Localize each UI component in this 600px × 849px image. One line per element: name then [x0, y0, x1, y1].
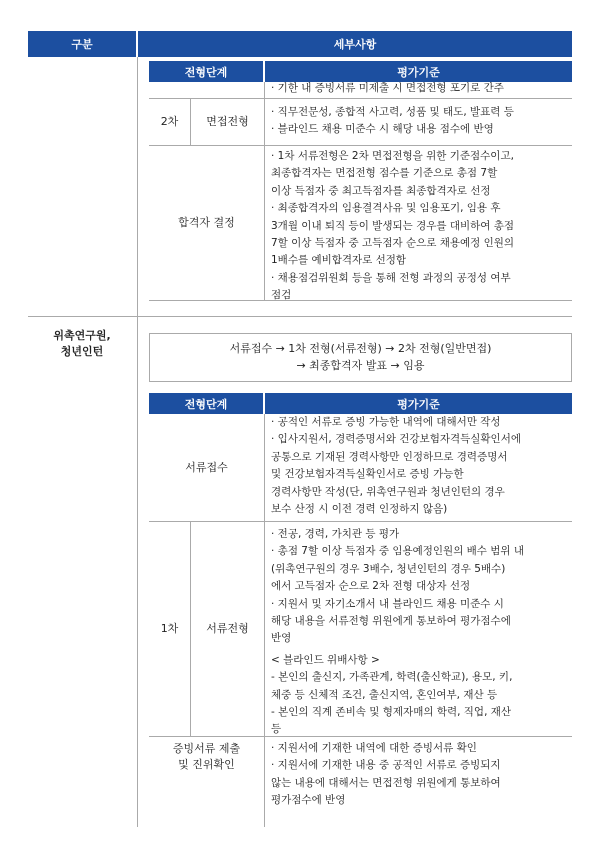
s1-subheader-criteria — [265, 61, 572, 82]
s2-vline-stage — [264, 414, 265, 827]
s2-verify-criteria: · 지원서에 기재한 내역에 대한 증빙서류 확인 · 지원서에 기재한 내용 중 공적인 서류로 증빙되지 않는 내용에 대해서는 면접전형 위원에게 통보하여 평가점수에 반영 — [271, 742, 501, 807]
category-divider — [137, 57, 138, 827]
s1-final-stage: 합격자 결정 — [178, 216, 235, 229]
s1-interview-criteria: · 직무전문성, 종합적 사고력, 성품 및 태도, 발표력 등 · 블라인드 채용 미준수 시 해당 내용 점수에 반영 — [271, 106, 514, 136]
s2-category: 위촉연구원, 청년인턴 — [53, 329, 111, 358]
s2-screen-criteria: · 전공, 경력, 가치관 등 평가 · 총점 7할 이상 득점자 중 임용예정인원의 배수 범위 내 (위촉연구원의 경우 3배수, 청년인턴의 경우 5배수) 에서 고득점자 순으로 2차 전형 대상자 선정 · 지원서 및 자기소개서 내 블라인드 채용 미준수 시 해당 내용을 서류전형 위원에게 통보하여 평가점수에 반영 < 블라인드 위배사항 > - 본인의 출신지, 가족관계, 학력(출신학교), 용모, 키, 체중 등 신체적 조건, 출신지역, 혼인여부, 재산 등 - 본인의 직계 존비속 및 형제자매의 학력, 직업, 재산 등 — [271, 528, 525, 736]
s2-subheader-criteria-label: 평가기준 — [397, 397, 440, 411]
header-details-label: 세부사항 — [333, 38, 377, 51]
s2-verify-stage: 증빙서류 제출 및 진위확인 — [172, 742, 241, 771]
s2-doc-criteria: · 공적인 서류로 증빙 가능한 내역에 대해서만 작성 · 입사지원서, 경력증명서와 건강보험자격득실확인서에 공통으로 기재된 경력사항만 인정하므로 경력증명서 및 건강보험자격득실확인서로 증빙 가능한 경력사항만 작성(단, 위촉연구원과 청년인턴의 경우 보수 산정 시 이전 경력 인정하지 않음) — [271, 416, 521, 516]
s2-subheader-stage — [149, 393, 263, 414]
s1-subheader-criteria-label: 평가기준 — [397, 65, 440, 79]
s2-screen-stage: 서류전형 — [206, 622, 249, 635]
s2-flow-text: 서류접수 → 1차 전형(서류전형) → 2차 전형(일반면접) → 최종합격자 발표 → 임용 — [229, 342, 492, 372]
s1-subheader-stage — [149, 61, 263, 82]
s1-interview-stage: 면접전형 — [206, 115, 249, 128]
s2-subheader-stage-label: 전형단계 — [184, 397, 228, 411]
header-details — [138, 31, 572, 57]
s1-top-row-text: · 기한 내 증빙서류 미제출 시 면접전형 포기로 간주 — [271, 82, 504, 94]
s2-subheader-criteria — [265, 393, 572, 414]
header-category — [28, 31, 136, 57]
s1-subheader-stage-label: 전형단계 — [184, 65, 228, 79]
s1-final-criteria: · 1차 서류전형은 2차 면접전형을 위한 기준점수이고, 최종합격자는 면접전형 점수를 기준으로 총점 7할 이상 득점자 중 최고득점자를 최종합격자로 선정 · 최종합격자의 임용결격사유 및 임용포기, 임용 후 3개월 이내 퇴직 등이 발생되는 경우를 대비하여 총점 7할 이상 득점자 중 고득점자 순으로 채용예정 인원의 1배수를 예비합격자로 선정함 · 채용점검위원회 등을 통해 전형 과정의 공정성 여부 점검 — [271, 150, 515, 302]
s1-interview-round: 2차 — [160, 115, 179, 128]
s1-vline-stage — [264, 82, 265, 300]
s2-doc-stage: 서류접수 — [185, 460, 228, 474]
s2-screen-round: 1차 — [160, 622, 179, 635]
section-divider — [28, 316, 572, 317]
header-category-label: 구분 — [71, 38, 93, 51]
